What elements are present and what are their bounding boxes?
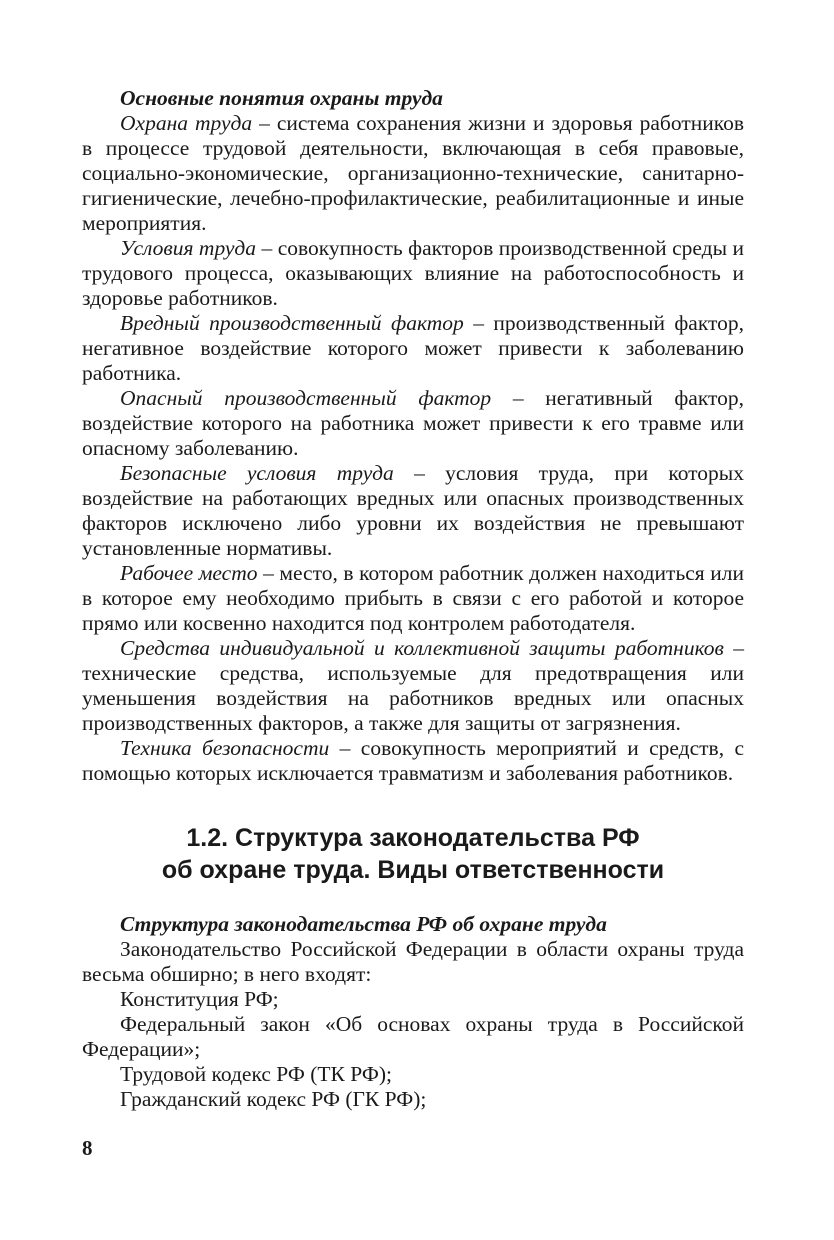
definition-text: – условия труда, при которых воздействие на работающих вредных или опасных производственных факторов исключено либо уровни их воздействия не превышают установленные нормативы.	[82, 461, 744, 560]
definition-term: Техника безопасности	[120, 736, 330, 760]
page-number: 8	[82, 1136, 93, 1160]
list-item: Гражданский кодекс РФ (ГК РФ);	[120, 1087, 427, 1111]
definition-text: – совокупность факторов производственной среды и трудового процесса, оказывающих влияние на работоспособность и здоровье работников.	[82, 236, 744, 310]
page-content	[82, 86, 744, 1112]
definition-paragraph	[82, 311, 744, 386]
section-title-line: об охране труда. Виды ответственности	[161, 856, 665, 884]
subsection-heading: Структура законодательства РФ об охране труда	[120, 912, 607, 936]
definition-text: – совокупность мероприятий и средств, с помощью которых исключается травматизм и заболевания работников.	[82, 736, 744, 785]
definition-paragraph	[82, 561, 744, 636]
definition-term: Условия труда	[120, 236, 257, 260]
definition-paragraph	[82, 636, 744, 736]
definition-text: – негативный фактор, воздействие которого на работника может привести к его травме или опасному заболеванию.	[82, 386, 744, 460]
definition-term: Средства индивидуальной и коллективной защиты работников	[120, 636, 724, 660]
section-title	[82, 822, 744, 886]
definition-text: – производственный фактор, негативное воздействие которого может привести к заболеванию работника.	[82, 311, 745, 385]
body-paragraph: Законодательство Российской Федерации в области охраны труда весьма обширно; в него входят:	[82, 937, 744, 986]
definition-paragraph	[82, 736, 744, 786]
list-item: Федеральный закон «Об основах охраны труда в Российской Федерации»;	[82, 1012, 744, 1061]
definition-paragraph	[82, 461, 744, 561]
definition-text: – место, в котором работник должен находиться или в которое ему необходимо прибыть в связи с его работой и которое прямо или косвенно находится под контролем работодателя.	[82, 561, 744, 635]
section-title-line: 1.2. Структура законодательства РФ	[186, 824, 640, 852]
list-item: Трудовой кодекс РФ (ТК РФ);	[120, 1062, 392, 1086]
definition-text: – система сохранения жизни и здоровья работников в процессе трудовой деятельности, включающая в себя правовые, социально-экономические, организационно-технические, санитарно-гигиенические, лечебно-профилактические, реабилитационные и иные мероприятия.	[82, 111, 744, 235]
definition-paragraph	[82, 386, 744, 461]
list-item: Конституция РФ;	[120, 987, 279, 1011]
definition-term: Вредный производственный фактор	[120, 311, 464, 335]
definition-term: Безопасные условия труда	[120, 461, 394, 485]
definition-term: Рабочее место	[120, 561, 258, 585]
section-heading: Основные понятия охраны труда	[120, 86, 443, 110]
definition-paragraph	[82, 111, 744, 236]
definition-term: Опасный производственный фактор	[120, 386, 492, 410]
definition-paragraph	[82, 236, 744, 311]
definition-text: – технические средства, используемые для предотвращения или уменьшения воздействия на работников вредных или опасных производственных факторов, а также для защиты от загрязнения.	[82, 636, 744, 735]
definition-term: Охрана труда	[120, 111, 253, 135]
